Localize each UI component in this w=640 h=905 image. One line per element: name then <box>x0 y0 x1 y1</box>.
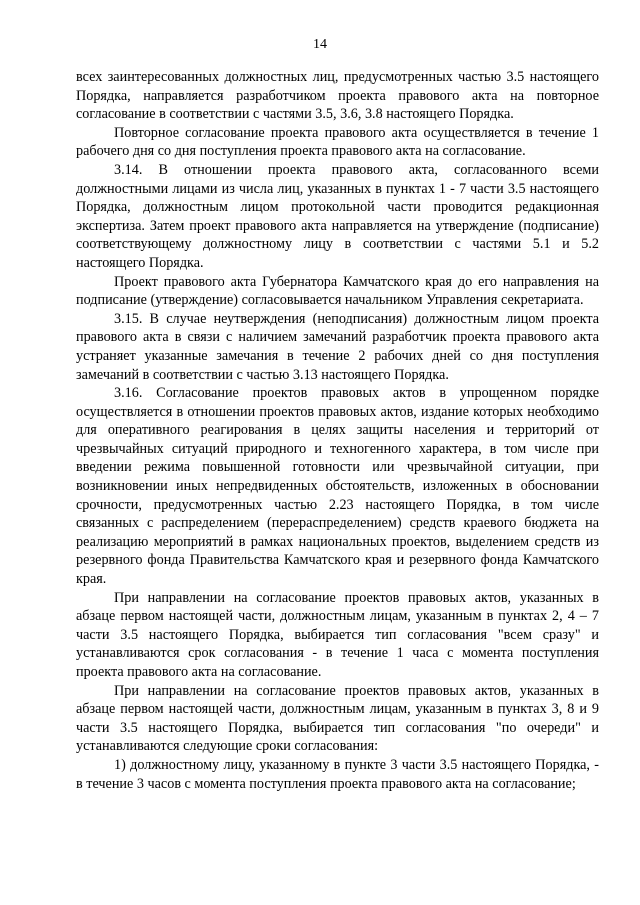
paragraph-item-1: 1) должностному лицу, указанному в пункте 3 части 3.5 настоящего Порядка, - в течение 3 часов с момента поступления проекта правового акта на согласование; <box>76 756 599 792</box>
paragraph-sequential: При направлении на согласование проектов правовых актов, указанных в абзаце первом настоящей части, должностным лицам, указанным в пунктах 3, 8 и 9 части 3.5 настоящего Порядка, выбирается тип согласования "по очереди" и устанавливаются следующие сроки согласования: <box>76 682 599 755</box>
paragraph-repeat-approval: Повторное согласование проекта правового акта осуществляется в течение 1 рабочего дня со дня поступления проекта правового акта на согласование. <box>76 124 599 160</box>
paragraph-governor-act: Проект правового акта Губернатора Камчатского края до его направления на подписание (утверждение) согласовывается начальником Управления секретариата. <box>76 273 599 309</box>
paragraph-3-16: 3.16. Согласование проектов правовых актов в упрощенном порядке осуществляется в отношении проектов правовых актов, издание которых необходимо для оперативного реагирования в целях защиты населения и территорий от чрезвычайных ситуаций природного и техногенного характера, в том числе при введении режима повышенной готовности или чрезвычайной ситуации, при возникновении иных непредвиденных обстоятельств, изложенных в обосновании срочности, предусмотренных частью 2.23 настоящего Порядка, в том числе связанных с распределением (перераспределением) средств краевого бюджета на реализацию мероприятий в рамках национальных проектов, выделением средств из резервного фонда Правительства Камчатского края и резервного фонда Камчатского края. <box>76 385 599 588</box>
document-body <box>76 68 599 793</box>
page-number: 14 <box>313 37 327 52</box>
paragraph-3-14: 3.14. В отношении проекта правового акта, согласованного всеми должностными лицами из числа лиц, указанных в пунктах 1 - 7 части 3.5 настоящего Порядка, должностным лицом протокольной части проводится редакционная экспертиза. Затем проект правового акта направляется на утверждение (подписание) соответствующему должностному лицу в соответствии с частями 5.1 и 5.2 настоящего Порядка. <box>76 161 599 271</box>
paragraph-all-at-once: При направлении на согласование проектов правовых актов, указанных в абзаце первом настоящей части, должностным лицам, указанным в пунктах 2, 4 – 7 части 3.5 настоящего Порядка, выбирается тип согласования "всем сразу" и устанавливаются срок согласования - в течение 1 часа с момента поступления проекта правового акта на согласование. <box>76 589 599 680</box>
paragraph-continuation: всех заинтересованных должностных лиц, предусмотренных частью 3.5 настоящего Порядка, направляется разработчиком проекта правового акта на повторное согласование в соответствии с частями 3.5, 3.6, 3.8 настоящего Порядка. <box>76 69 599 123</box>
paragraph-3-15: 3.15. В случае неутверждения (неподписания) должностным лицом проекта правового акта в связи с наличием замечаний разработчик проекта правового акта устраняет указанные замечания в течение 2 рабочих дней со дня поступления замечаний в соответствии с частью 3.13 настоящего Порядка. <box>76 310 599 383</box>
